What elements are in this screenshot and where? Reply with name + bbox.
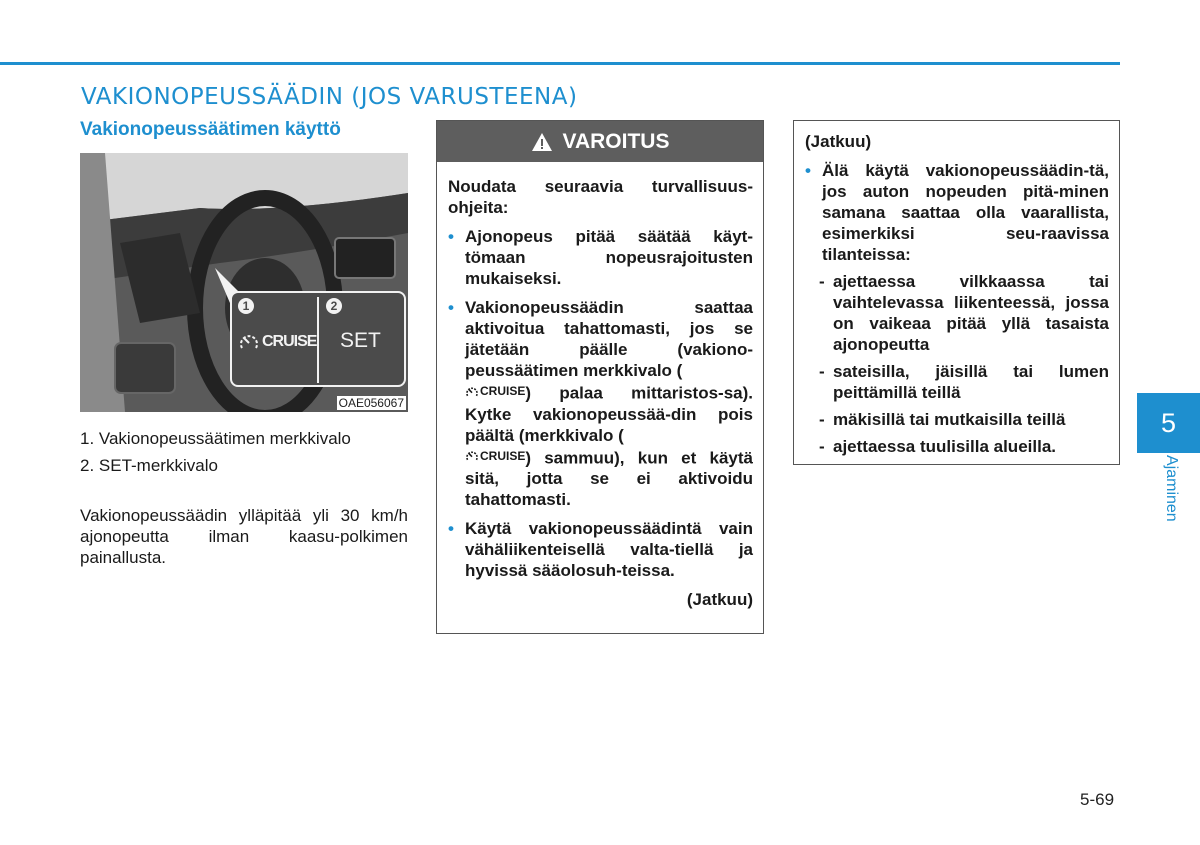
page-number: 5-69 — [1080, 790, 1115, 809]
warning-header — [437, 121, 763, 162]
figure-code: OAE056067 — [338, 396, 404, 410]
cruise-label: CRUISE — [262, 333, 317, 350]
warning-bullet-2-part-1: Vakionopeussäädin saattaa aktivoitua tahattomasti, jos se jätetään päälle (vakiono-peussäätimen merkkivalo ( — [465, 298, 753, 380]
inline-cruise-label-1: CRUISE — [480, 384, 526, 398]
warning-triangle-icon — [531, 132, 553, 152]
speedometer-icon — [238, 331, 260, 353]
legend-item-1: 1. Vakionopeussäätimen merkkivalo — [80, 429, 351, 448]
warning-bullet-1: • Ajonopeus pitää säätää käyt-tömaan nopeusrajoitusten mukaiseksi. — [448, 226, 753, 289]
section-title: VAKIONOPEUSSÄÄDIN (JOS VARUSTEENA) — [81, 84, 578, 110]
chapter-tab: 5 — [1137, 393, 1200, 453]
warning-bullet-2 — [448, 297, 753, 510]
body-paragraph: Vakionopeussäädin ylläpitää yli 30 km/h ajonopeutta ilman kaasu-polkimen painallusta. — [80, 506, 408, 567]
continuation-item-3: - mäkisillä tai mutkaisilla teillä — [805, 409, 1109, 430]
callout-divider — [317, 297, 319, 383]
warning-bullet-2-part-2: ) palaa mittaristos-sa). Kytke vakionopeussää-din pois päältä (merkkivalo ( — [465, 383, 753, 445]
top-rule — [0, 62, 1120, 65]
warning-intro: Noudata seuraavia turvallisuus-ohjeita: — [448, 177, 753, 217]
continuation-item-2: - sateisilla, jäisillä tai lumen peittämillä teillä — [805, 361, 1109, 403]
chapter-label: Ajaminen — [1163, 455, 1180, 522]
speedometer-icon — [465, 385, 479, 399]
continuation-item-4: - ajettaessa tuulisilla alueilla. — [805, 436, 1109, 457]
speedometer-icon — [465, 449, 479, 463]
warning-title: VAROITUS — [562, 129, 670, 153]
figure-legend — [80, 425, 351, 479]
inline-cruise-symbol-1 — [465, 381, 525, 402]
continuation-bullet: • Älä käytä vakionopeussäädin-tä, jos auton nopeuden pitä-minen samana saattaa olla vaarallista, esimerkiksi seu-raavissa tilanteissa: — [805, 160, 1109, 265]
inline-cruise-label-2: CRUISE — [480, 448, 526, 463]
warning-bullet-3: • Käytä vakionopeussäädintä vain vähäliikenteisellä valta-tiellä ja hyvissä sääolosuh-teissa. — [448, 518, 753, 581]
indicator-callout — [230, 291, 406, 387]
set-indicator: SET — [340, 329, 381, 352]
warning-bullet-2-part-3: ) sammuu), kun et käytä sitä, jotta se ei aktivoidu tahattomasti. — [465, 448, 753, 509]
warning-box — [436, 120, 764, 634]
warning-continued: (Jatkuu) — [686, 590, 753, 609]
legend-item-2: 2. SET-merkkivalo — [80, 456, 218, 475]
continuation-heading: (Jatkuu) — [805, 132, 872, 151]
marker-2: 2 — [326, 298, 342, 314]
inline-cruise-symbol-2 — [465, 446, 525, 467]
subsection-title: Vakionopeussäätimen käyttö — [80, 119, 341, 140]
continuation-box — [793, 120, 1120, 465]
warning-body — [437, 162, 763, 610]
dashboard-illustration — [80, 153, 408, 412]
cruise-indicator — [238, 331, 316, 353]
continuation-item-1: - ajettaessa vilkkaassa tai vaihtelevassa liikenteessä, jossa on vaikeaa pitää yllä tasaista ajonopeutta — [805, 271, 1109, 355]
marker-1: 1 — [238, 298, 254, 314]
